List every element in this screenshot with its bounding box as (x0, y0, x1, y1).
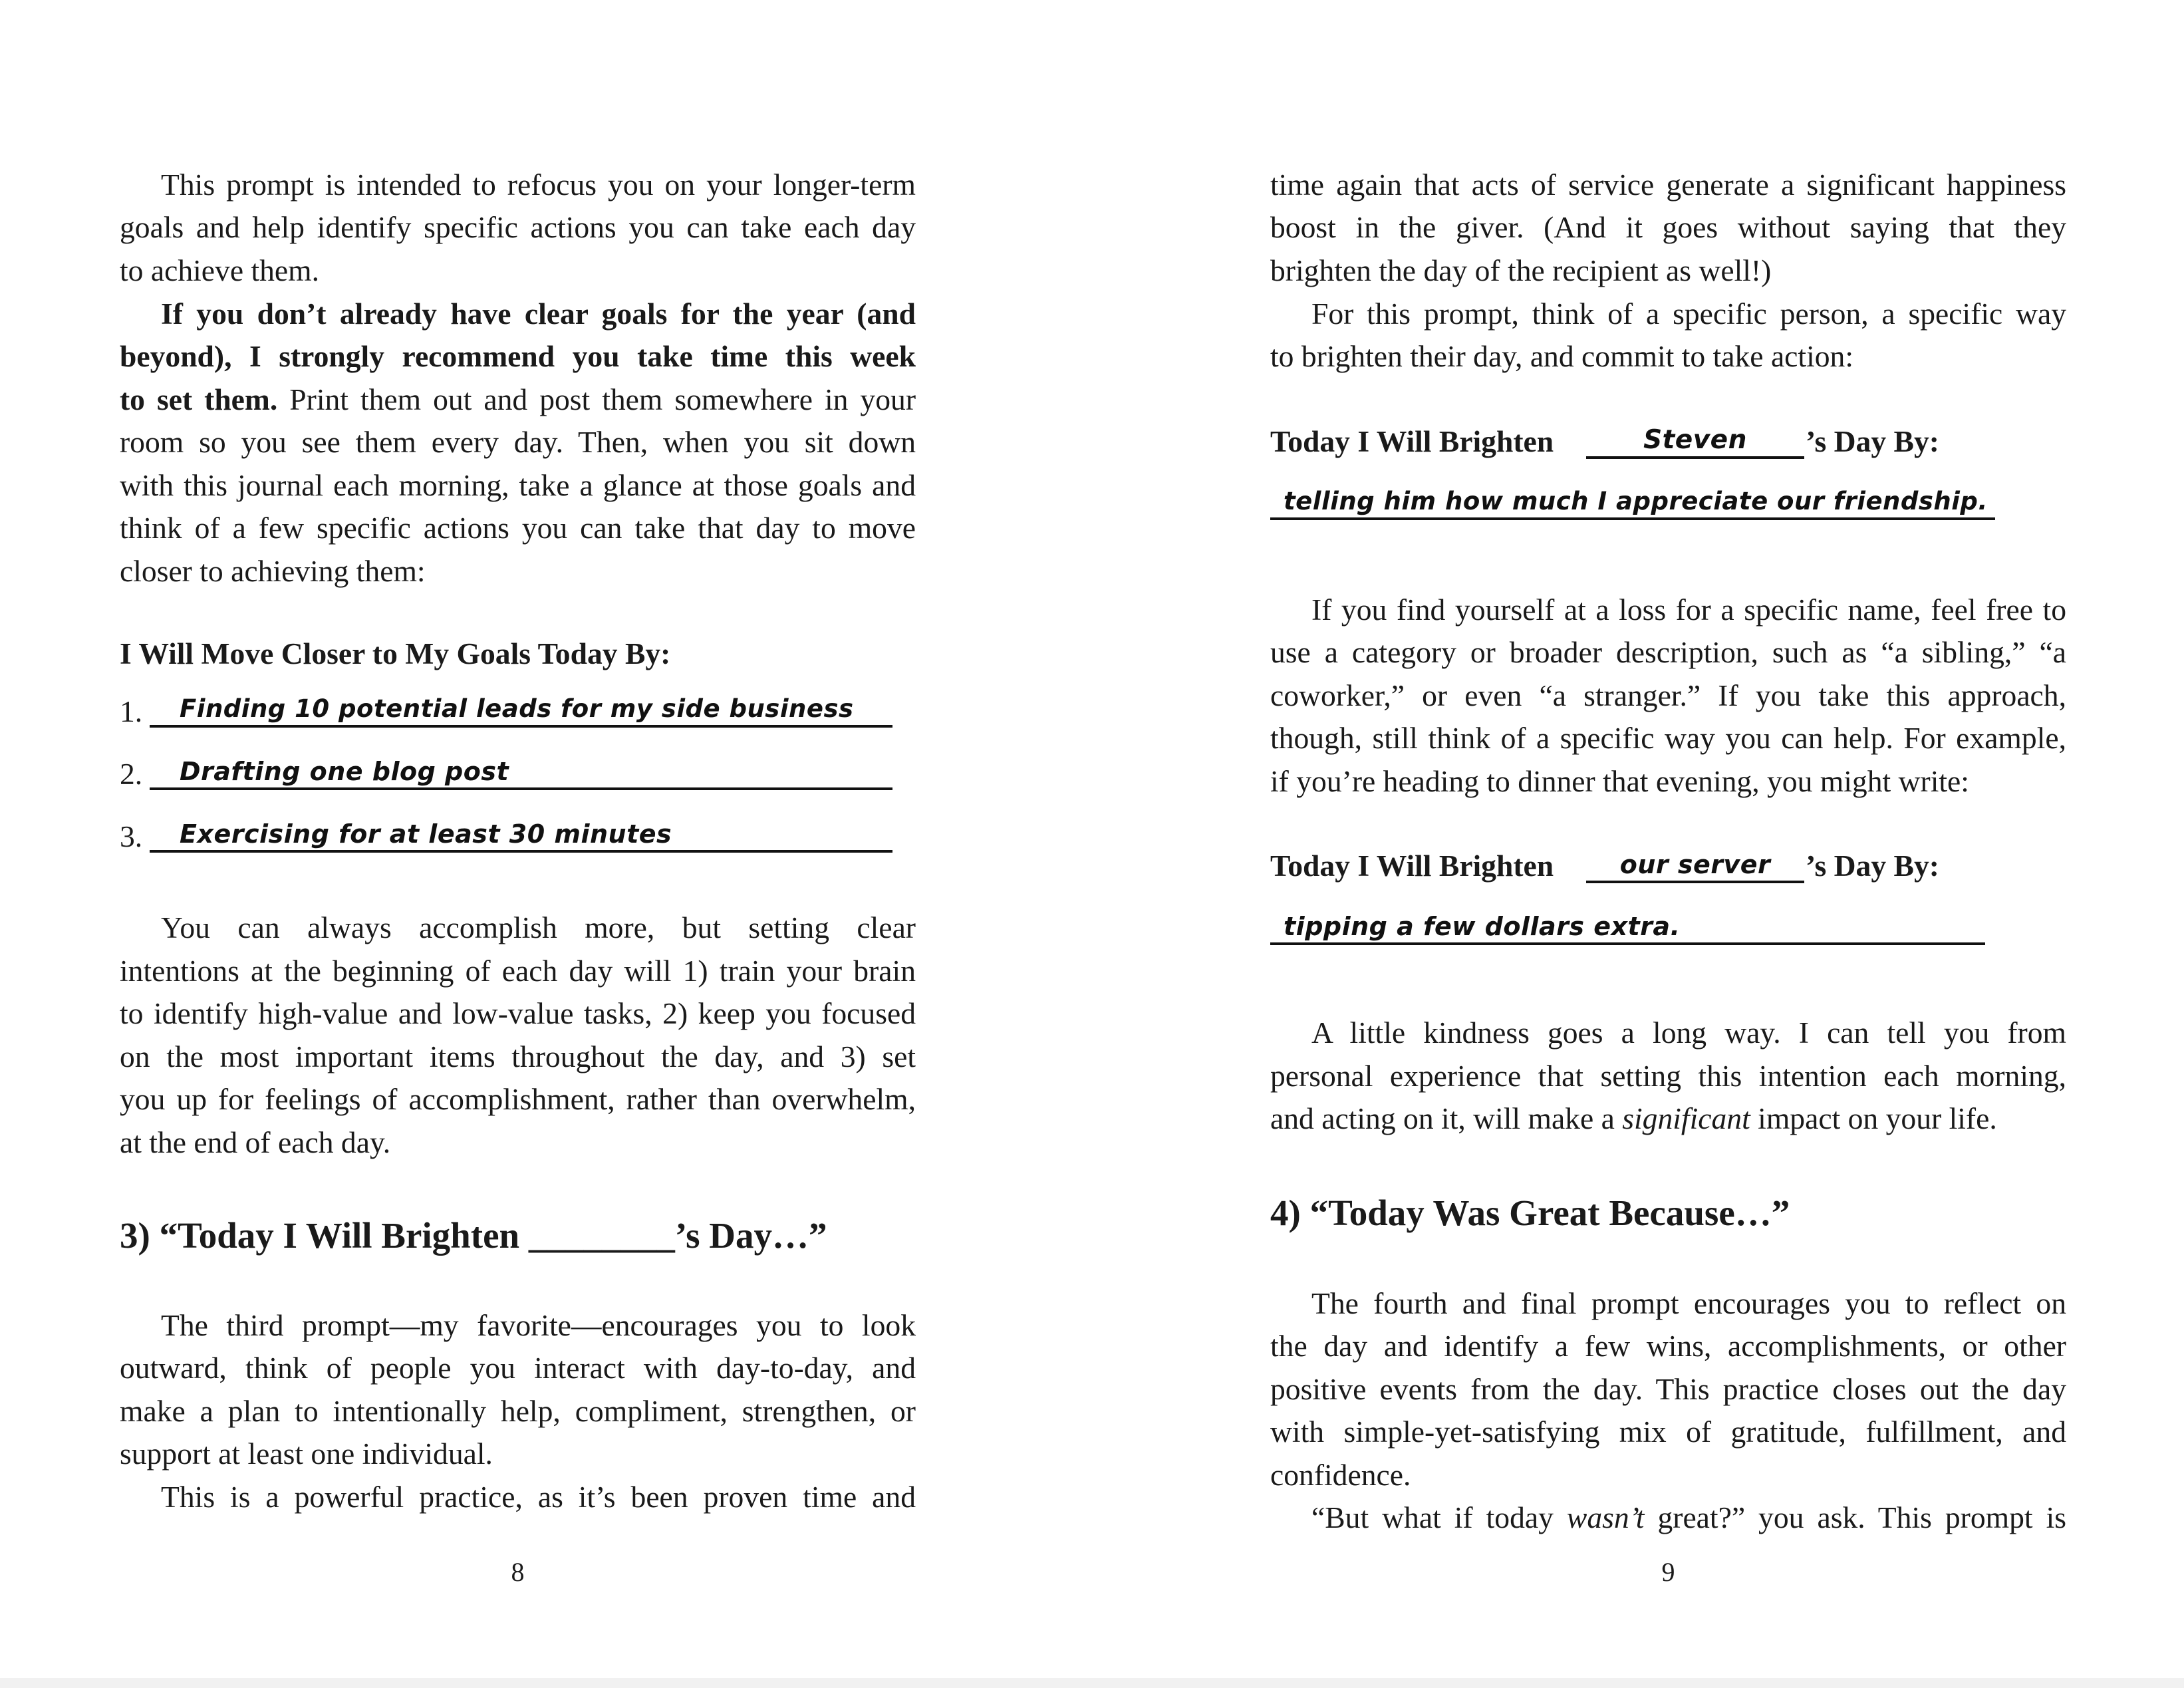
paragraph-line: room so you see them every day. Then, when you sit down (120, 425, 916, 459)
paragraph-line: boost in the giver. (And it goes without saying that they (1270, 210, 2066, 244)
goal-number: 2. (120, 757, 143, 791)
bottom-border (0, 1678, 2184, 1688)
section-heading: 3) “Today I Will Brighten ________’s Day…” (120, 1215, 827, 1256)
goal-handwriting: Exercising for at least 30 minutes (180, 819, 672, 849)
paragraph-line: you up for feelings of accomplishment, rather than overwhelm, (120, 1082, 916, 1116)
paragraph-line: The fourth and final prompt encourages you to reflect on (1311, 1286, 2066, 1320)
paragraph-line: positive events from the day. This practice closes out the day (1270, 1372, 2066, 1406)
emphasis: significant (1622, 1101, 1750, 1135)
goal-number: 3. (120, 819, 143, 853)
section-heading: 4) “Today Was Great Because…” (1270, 1193, 1790, 1233)
paragraph-line: use a category or broader description, such as “a sibling,” “a (1270, 635, 2066, 669)
paragraph-line: the day and identify a few wins, accomplishments, or other (1270, 1329, 2066, 1363)
paragraph-line: outward, think of people you interact with day-to-day, and (120, 1351, 916, 1385)
paragraph-line: with simple-yet-satisfying mix of gratitude, fulfillment, and (1270, 1415, 2066, 1449)
paragraph-line: personal experience that setting this intention each morning, (1270, 1059, 2066, 1093)
goal-handwriting: Finding 10 potential leads for my side business (180, 694, 854, 723)
paragraph-line: A little kindness goes a long way. I can tell you from (1311, 1016, 2066, 1050)
page-number: 9 (1661, 1557, 1675, 1587)
paragraph-line: This prompt is intended to refocus you on your longer-term (161, 168, 916, 202)
paragraph-line: closer to achieving them: (120, 554, 426, 588)
goals-label: I Will Move Closer to My Goals Today By: (120, 636, 671, 670)
paragraph-line: coworker,” or even “a stranger.” If you take this approach, (1270, 678, 2066, 712)
paragraph-line: intentions at the beginning of each day will 1) train your brain (120, 954, 916, 988)
emphasis: wasn’t (1566, 1500, 1645, 1534)
paragraph-line: If you find yourself at a loss for a specific name, feel free to (1311, 593, 2066, 627)
paragraph-line: at the end of each day. (120, 1125, 391, 1159)
paragraph-line: though, still think of a specific way you can help. For example, (1270, 721, 2066, 755)
paragraph-line: if you’re heading to dinner that evening, you might write: (1270, 764, 1969, 798)
paragraph-line: to achieve them. (120, 253, 320, 287)
paragraph-line: The third prompt—my favorite—encourages you to look (161, 1308, 916, 1342)
paragraph-line: to set them. Print them out and post them somewhere in your (120, 382, 916, 416)
paragraph-line: make a plan to intentionally help, compliment, strengthen, or (120, 1394, 916, 1428)
goal-number: 1. (120, 694, 143, 728)
paragraph-line: think of a few specific actions you can take that day to move (120, 511, 916, 545)
paragraph-line: If you don’t already have clear goals for the year (and (161, 297, 916, 331)
paragraph-line: support at least one individual. (120, 1437, 493, 1471)
brighten-suffix: ’s Day By: (1806, 849, 1939, 883)
action-handwriting: telling him how much I appreciate our friendship. (1284, 487, 1988, 515)
brighten-suffix: ’s Day By: (1806, 424, 1939, 458)
brighten-prefix: Today I Will Brighten (1270, 424, 1554, 458)
paragraph-line: to identify high-value and low-value tasks, 2) keep you focused (120, 996, 916, 1030)
paragraph-line: time again that acts of service generate a significant happiness (1270, 168, 2066, 202)
goal-handwriting: Drafting one blog post (180, 757, 509, 786)
paragraph-line: with this journal each morning, take a glance at those goals and (120, 468, 916, 502)
paragraph-line: “But what if today wasn’t great?” you ask. This prompt is (1311, 1500, 2066, 1534)
name-handwriting: Steven (1643, 425, 1747, 455)
brighten-prefix: Today I Will Brighten (1270, 849, 1554, 883)
name-handwriting: our server (1619, 850, 1771, 879)
paragraph-line: to brighten their day, and commit to take action: (1270, 339, 1854, 373)
paragraph-line: For this prompt, think of a specific person, a specific way (1311, 297, 2066, 331)
paragraph-line: and acting on it, will make a significant impact on your life. (1270, 1101, 1997, 1135)
page-number: 8 (511, 1557, 525, 1587)
paragraph-line: on the most important items throughout the day, and 3) set (120, 1040, 916, 1073)
action-handwriting: tipping a few dollars extra. (1284, 912, 1681, 941)
paragraph-line: This is a powerful practice, as it’s been proven time and (161, 1480, 916, 1514)
paragraph-line: goals and help identify specific actions you can take each day (120, 210, 916, 244)
paragraph-line: confidence. (1270, 1458, 1411, 1492)
paragraph-line: beyond), I strongly recommend you take time this week (120, 339, 916, 373)
paragraph-line: You can always accomplish more, but setting clear (161, 911, 916, 944)
paragraph-line: brighten the day of the recipient as well!) (1270, 253, 1772, 287)
